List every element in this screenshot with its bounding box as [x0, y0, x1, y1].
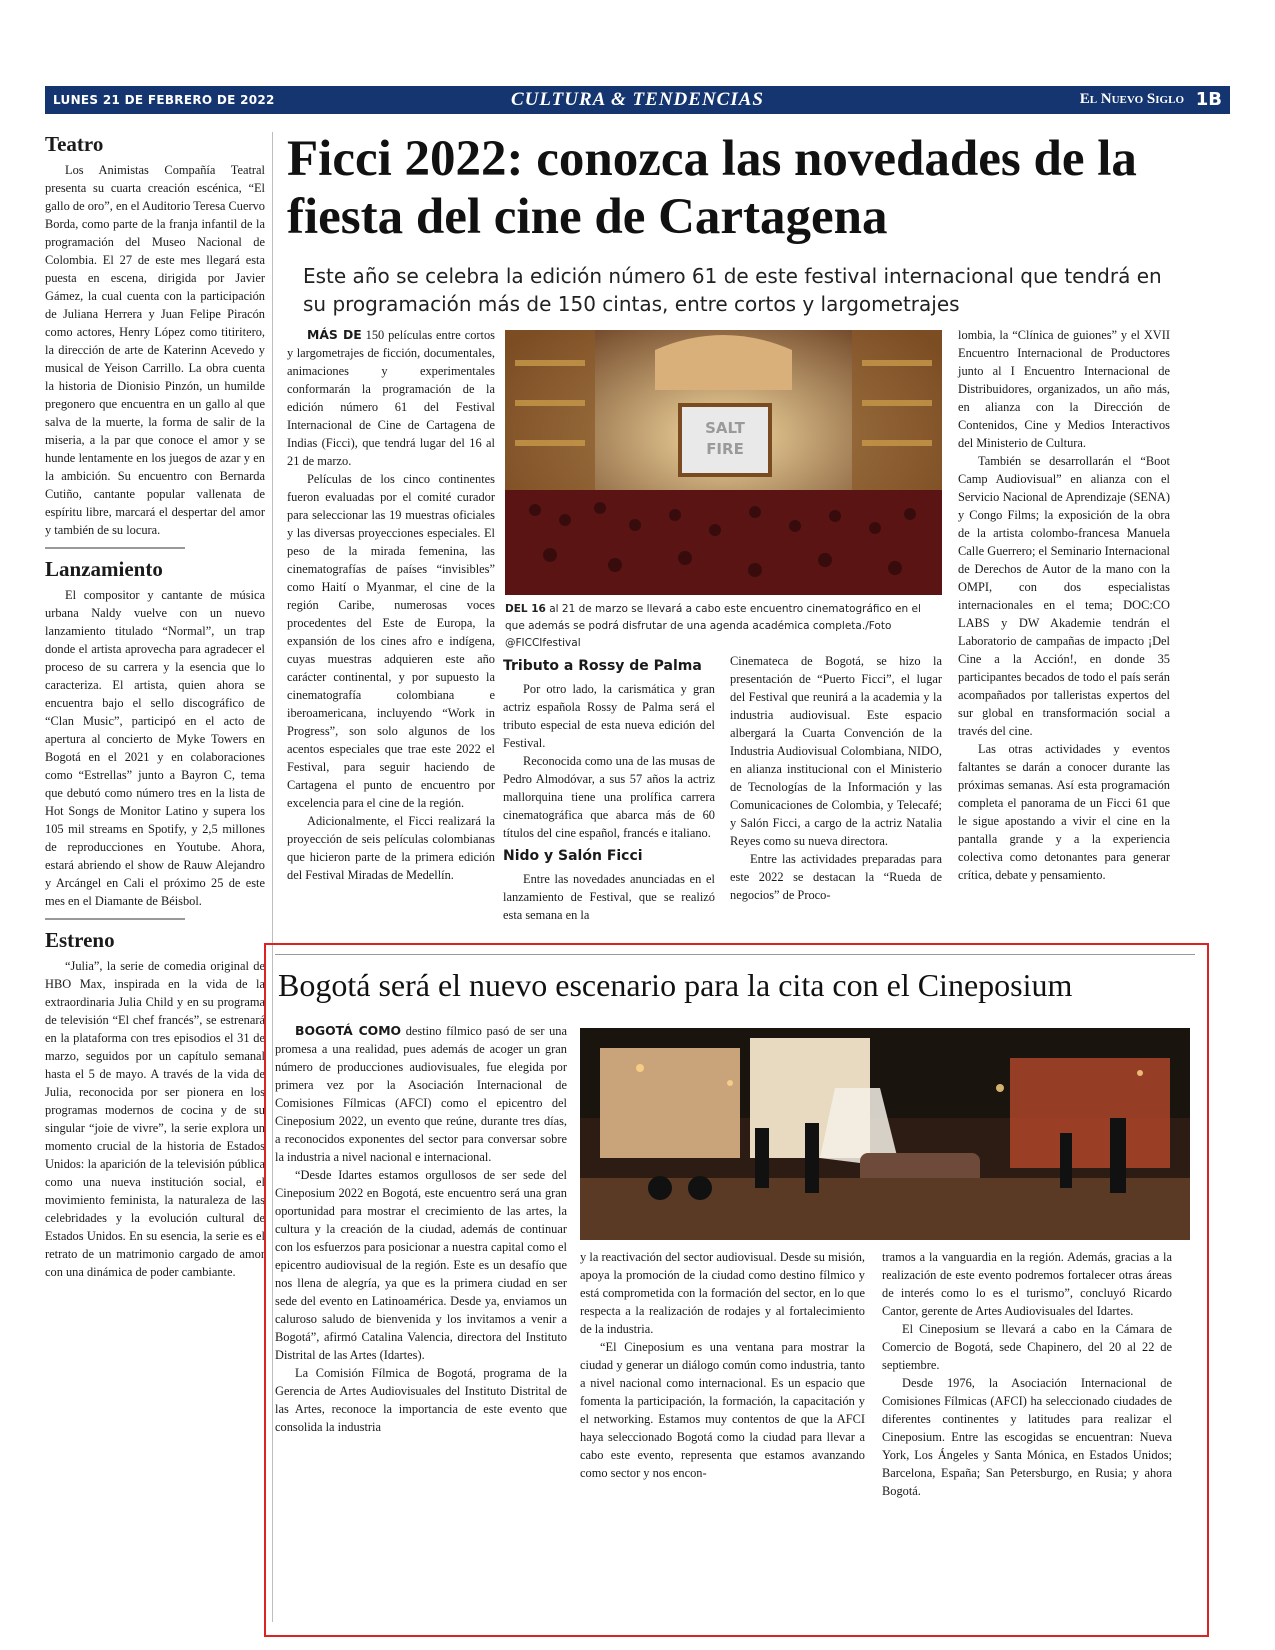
- brief-body: “Julia”, la serie de comedia original de HBO Max, inspirada en la vida de la extraordinaria Julia Child y en su programa de televisión “El chef francés”, se estrenará en la plataforma con tres episodios el 31 de marzo, seguidos por un capítulo semanal hasta el 5 de mayo. A través de la vida de Julia, reconocida por ser pionera en los programas modernos de cocina y de su singular “joie de vivre”, la serie explora un momento crucial de la historia de Estados Unidos: la aparición de la televisión pública como una nueva institución social, el movimiento feminista, la naturaleza de las celebridades y la evolución cultural de Estados Unidos. En su esencia, la serie es el retrato de un matrimonio cargado de amor con una dinámica de poder cambiante.: [45, 959, 265, 1279]
- caption-text: al 21 de marzo se llevará a cabo este encuentro cinematográfico en el que además se podrá disfrutar de una agenda académica completa./Foto @FICCIfestival: [505, 603, 921, 649]
- box-column-3: [882, 1248, 1172, 1500]
- paragraph: El Cineposium se llevará a cabo en la Cámara de Comercio de Bogotá, sede Chapinero, del 20 al 22 de septiembre.: [882, 1322, 1172, 1372]
- paragraph: Entre las actividades preparadas para este 2022 se destacan la “Rueda de negocios” de Proco-: [730, 852, 942, 902]
- festival-theater-photo: [505, 330, 942, 595]
- brief-teatro: [45, 132, 265, 539]
- lead-in: MÁS DE: [307, 327, 362, 342]
- paragraph: Películas de los cinco continentes fueron evaluadas por el comité curador para seleccionar las 19 muestras oficiales y las diversas proyecciones especiales. El peso de la mirada femenina, las cinematografías de países “invisibles” como Haití o Myanmar, el cine de la región Caribe, numerosas voces procedentes del Este de Europa, la expansión de los cines afro e indígena, cuyas muestras adquieren este año carácter continental, y por supuesto la cinematografía colombiana e iberoamericana, incluyendo “Work in Progress”, son solo algunos de los acentos especiales que trae este 2022 el Festival, para seguir haciendo de Cartagena el punto de encuentro por excelencia para el cine de la región.: [287, 472, 495, 810]
- brief-body: El compositor y cantante de música urbana Naldy vuelve con un nuevo lanzamiento titulado “Normal”, un trap donde el artista aprovecha para agradecer el proceso de su carrera y la esencia que lo caracteriza. El artista, quien ahora se encuentra bajo el sello discográfico de “Clan Music”, participó en el acto de apertura al concierto de Myke Towers en Bogotá en el 2021 y en colaboraciones como “Estrellas” junto a Bayron C, tema que debutó como número tres en la lista de Hot Songs de Monitor Latino y supera los 105 mil streams en Spotify, y 2,5 millones de reproducciones en Youtube. Ahora, estará abriendo el show de Rauw Alejandro y Arcángel en Cali el próximo 25 de este mes en el Diamante de Béisbol.: [45, 588, 265, 908]
- paragraph: Desde 1976, la Asociación Internacional de Comisiones Fílmicas (AFCI) ha seleccionado ciudades de diferentes continentes y latitudes para realizar el Cineposium. Entre las escogidas se encuentran: Nueva York, Los Ángeles y Santa Mónica, en Estados Unidos; Barcelona, España; San Petersburgo, en Rusia; y ahora Bogotá.: [882, 1376, 1172, 1498]
- subheading: Tributo a Rossy de Palma: [503, 658, 702, 674]
- brief-heading: Lanzamiento: [45, 557, 163, 581]
- paragraph: tramos a la vanguardia en la región. Además, gracias a la realización de este evento podremos fortalecer otras áreas de interés como lo es el turismo”, concluyó Ricardo Cantor, gerente de Artes Audiovisuales del Idartes.: [882, 1250, 1172, 1318]
- paragraph: También se desarrollarán el “Boot Camp Audiovisual” en alianza con el Servicio Nacional de Aprendizaje (SENA) y Congo Films; la exposición de la obra de la artista colombo-francesa Manuela Calle Guerrero; el Seminario Internacional de Derechos de Autor de la mano con la OMPI, con dos especialistas internacionales en el tema; DOC:CO LABS y DW Akademie tendrán el Laboratorio de campañas de impacto ¡Del Cine a la Acción!, en donde 35 participantes becados de todo el país serán acompañados por talleristas expertos del sur global en transformación social a través del cine.: [958, 454, 1170, 738]
- article-column-1: [287, 326, 495, 884]
- box-headline: Bogotá será el nuevo escenario para la cita con el Cineposium: [278, 967, 1073, 1003]
- brief-estreno: [45, 928, 265, 1281]
- article-column-3: [730, 652, 942, 904]
- subheading: Nido y Salón Ficci: [503, 848, 643, 864]
- paragraph: Las otras actividades y eventos faltantes se darán a conocer durante las próximas semanas. Así esta programación completa el panorama de un Ficci 61 que le sigue apostando a vivir el cine en la pantalla grande y a la experiencia colectiva como detonantes para generar crítica, debate y pensamiento.: [958, 742, 1170, 882]
- paragraph: Cinemateca de Bogotá, se hizo la presentación de “Puerto Ficci”, el lugar del Festival que reunirá a la academia y la industria audiovisual. Este espacio albergará la Cuarta Convención de la Industria Audiovisual Colombiana, NIDO, en alianza institucional con el Ministerio de Tecnologías de la Información y las Comunicaciones de Colombia, y Telecafé; y Salón Ficci, a cargo de la actriz Natalia Reyes como su nueva directora.: [730, 654, 942, 848]
- main-subhead: Este año se celebra la edición número 61 de este festival internacional que tendrá en su programación más de 150 cintas, entre cortos y largometrajes: [303, 264, 1162, 316]
- photo-caption: [505, 601, 942, 652]
- issue-date: LUNES 21 DE FEBRERO DE 2022: [53, 93, 275, 107]
- section-title: CULTURA & TENDENCIAS: [511, 89, 764, 110]
- article-column-2: [503, 652, 715, 924]
- paragraph: 150 películas entre cortos y largometrajes de ficción, documentales, animaciones y experimentales conformarán la programación de la edición número 61 del Festival Internacional de Cine de Cartagena de Indias (Ficci), que tendrá lugar del 16 al 21 de marzo.: [287, 328, 495, 468]
- brief-heading: Teatro: [45, 132, 104, 156]
- page-number: 1B: [1195, 89, 1222, 110]
- box-column-1: [275, 1022, 567, 1436]
- paragraph: Entre las novedades anunciadas en el lanzamiento de Festival, que se realizó esta semana en la: [503, 872, 715, 922]
- main-headline: Ficci 2022: conozca las novedades de la fiesta del cine de Cartagena: [287, 131, 1137, 245]
- paragraph: Adicionalmente, el Ficci realizará la proyección de seis películas colombianas que hicieron parte de la primera edición del Festival Miradas de Medellín.: [287, 814, 495, 882]
- paragraph: y la reactivación del sector audiovisual. Desde su misión, apoya la promoción de la ciudad como destino fílmico y está comprometida con la formación del sector, en lo que respecta a la realización de rodajes y al fortalecimiento de la industria.: [580, 1250, 865, 1336]
- paragraph: lombia, la “Clínica de guiones” y el XVII Encuentro Internacional de Productores junto al I Encuentro Internacional de Distribuidores, organizados, un año más, en alianza con la Dirección de Contenidos, Cine y Medios Interactivos del Ministerio de Cultura.: [958, 328, 1170, 450]
- paragraph: Por otro lado, la carismática y gran actriz española Rossy de Palma será el tributo especial de esta nueva edición del Festival.: [503, 682, 715, 750]
- screen-text-2: FIRE: [706, 440, 744, 458]
- divider: [45, 918, 185, 920]
- article-column-4: [958, 326, 1170, 884]
- paragraph: La Comisión Fílmica de Bogotá, programa de la Gerencia de Artes Audiovisuales del Instituto Distrital de las Artes, reconoce la importancia de este evento que consolida la industria: [275, 1366, 567, 1434]
- box-column-2: [580, 1248, 865, 1482]
- screen-text-1: SALT: [705, 419, 745, 437]
- divider: [45, 547, 185, 549]
- film-shoot-photo: [580, 1028, 1190, 1240]
- newspaper-name: El Nuevo Siglo: [1079, 91, 1184, 107]
- paragraph: destino fílmico pasó de ser una promesa a una realidad, pues además de acoger un gran número de producciones audiovisuales, fue elegida por primera vez por la Asociación Internacional de Comisiones Fílmicas (AFCI) como el epicentro del Cineposium 2022, un evento que reúne, durante tres días, a reconocidos exponentes del sector para conversar sobre la industria a nivel nacional e internacional.: [275, 1024, 567, 1164]
- lead-in: BOGOTÁ COMO: [295, 1023, 402, 1038]
- paragraph: “Desde Idartes estamos orgullosos de ser sede del Cineposium 2022 en Bogotá, este encuentro será una gran oportunidad para mostrar el crecimiento de las artes, la cultura y la creación de la ciudad, además de continuar con los esfuerzos para posicionar a nuestra capital como el epicentro audiovisual de la región. Este es un desafío que nos llena de alegría, ya que es la primera ciudad en ser sede del evento en Latinoamérica. Desde ya, enviamos un caluroso saludo de bienvenida y los invitamos a venir a Bogotá”, afirmó Catalina Valencia, directora del Instituto Distrital de las Artes (Idartes).: [275, 1168, 567, 1362]
- brief-heading: Estreno: [45, 928, 115, 952]
- page-header-bar: [45, 86, 1230, 114]
- divider: [275, 954, 1195, 955]
- paragraph: Reconocida como una de las musas de Pedro Almodóvar, a sus 57 años la actriz mallorquina tiene una prolífica carrera cinematográfica que abarca más de 60 títulos del cine español, francés e italiano.: [503, 754, 715, 840]
- caption-lead: DEL 16: [505, 603, 546, 615]
- brief-body: Los Animistas Compañía Teatral presenta su cuarta creación escénica, “El gallo de oro”, en el Auditorio Teresa Cuervo Borda, como parte de la franja infantil de la programación del Museo Nacional de Colombia. El 27 de este mes llegará esta puesta en escena, dirigida por Javier Gámez, la cual cuenta con la participación de Juliana Herrera y Juan Felipe Piracón como actores, Henry López como titiritero, la dirección de arte de Katerinn Acevedo y musical de Yeison Carrillo. La obra cuenta la historia de Dionisio Pinzón, un humilde pregonero que encuentra en un gallo al que salva de la muerte, la forma de salir de la miseria, a la par que conoce el amor y se hunde lentamente en los juegos de azar y en la ambición. Su encuentro con Bernarda Cutiño, cantante popular vallenata de espíritu libre, marcará el despertar del amor y también de su locura.: [45, 163, 265, 537]
- brief-lanzamiento: [45, 557, 265, 910]
- sidebar-briefs: [45, 132, 265, 1285]
- paragraph: “El Cineposium es una ventana para mostrar la ciudad y generar un diálogo común como industria, tanto a nivel nacional como internacional. Es un espacio que fomenta la participación, la formación, la capacitación y el networking. Estamos muy contentos de que la AFCI haya seleccionado Bogotá como la ciudad para llevar a cabo este evento, representa que estamos avanzando como sector y nos encon-: [580, 1340, 865, 1480]
